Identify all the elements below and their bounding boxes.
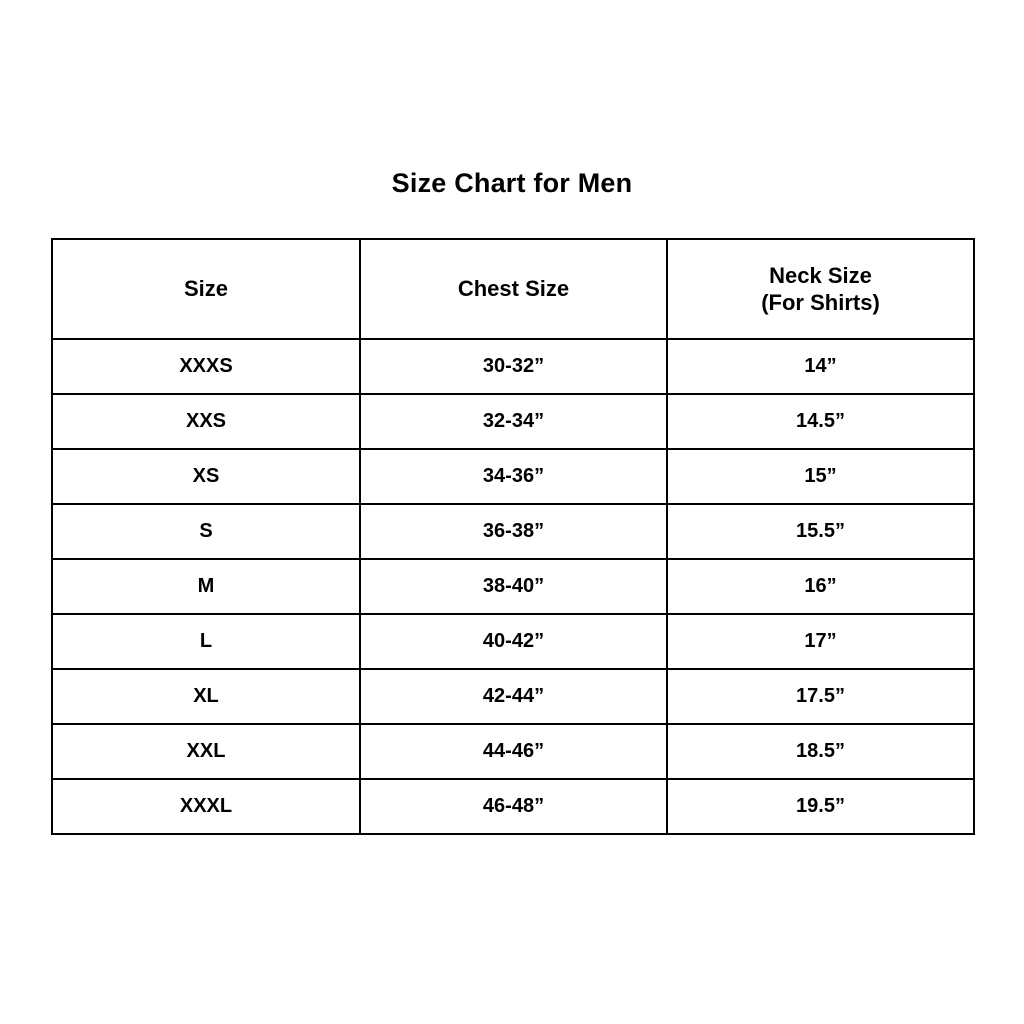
cell-chest: 30-32”	[360, 339, 667, 394]
column-header-size	[52, 239, 360, 339]
cell-neck: 19.5”	[667, 779, 974, 834]
table-row	[52, 449, 974, 504]
column-header-neck	[667, 239, 974, 339]
table-header-row	[52, 239, 974, 339]
cell-size: M	[52, 559, 360, 614]
cell-neck: 14.5”	[667, 394, 974, 449]
cell-chest: 44-46”	[360, 724, 667, 779]
cell-size: L	[52, 614, 360, 669]
table-body	[52, 339, 974, 834]
cell-size: XL	[52, 669, 360, 724]
column-header-neck-label: Neck Size	[769, 262, 872, 288]
table-row	[52, 504, 974, 559]
cell-neck: 17”	[667, 614, 974, 669]
page-title: Size Chart for Men	[391, 168, 633, 198]
table-row	[52, 669, 974, 724]
cell-size: XXL	[52, 724, 360, 779]
column-header-size-label: Size	[183, 276, 229, 302]
column-header-chest-label: Chest Size	[457, 276, 570, 302]
table-row	[52, 394, 974, 449]
cell-size: XS	[52, 449, 360, 504]
cell-chest: 42-44”	[360, 669, 667, 724]
cell-neck: 15.5”	[667, 504, 974, 559]
table-row	[52, 724, 974, 779]
cell-chest: 38-40”	[360, 559, 667, 614]
cell-chest: 34-36”	[360, 449, 667, 504]
cell-size: S	[52, 504, 360, 559]
table-row	[52, 339, 974, 394]
cell-size: XXS	[52, 394, 360, 449]
cell-size: XXXS	[52, 339, 360, 394]
cell-chest: 36-38”	[360, 504, 667, 559]
cell-neck: 17.5”	[667, 669, 974, 724]
table-row	[52, 779, 974, 834]
cell-neck: 18.5”	[667, 724, 974, 779]
column-header-chest	[360, 239, 667, 339]
cell-neck: 16”	[667, 559, 974, 614]
cell-chest: 32-34”	[360, 394, 667, 449]
column-header-neck-sublabel: (For Shirts)	[761, 290, 880, 315]
table-header	[52, 239, 974, 339]
cell-chest: 40-42”	[360, 614, 667, 669]
cell-neck: 14”	[667, 339, 974, 394]
cell-chest: 46-48”	[360, 779, 667, 834]
table-row	[52, 614, 974, 669]
table-row	[52, 559, 974, 614]
cell-size: XXXL	[52, 779, 360, 834]
size-chart-table	[51, 238, 975, 835]
cell-neck: 15”	[667, 449, 974, 504]
